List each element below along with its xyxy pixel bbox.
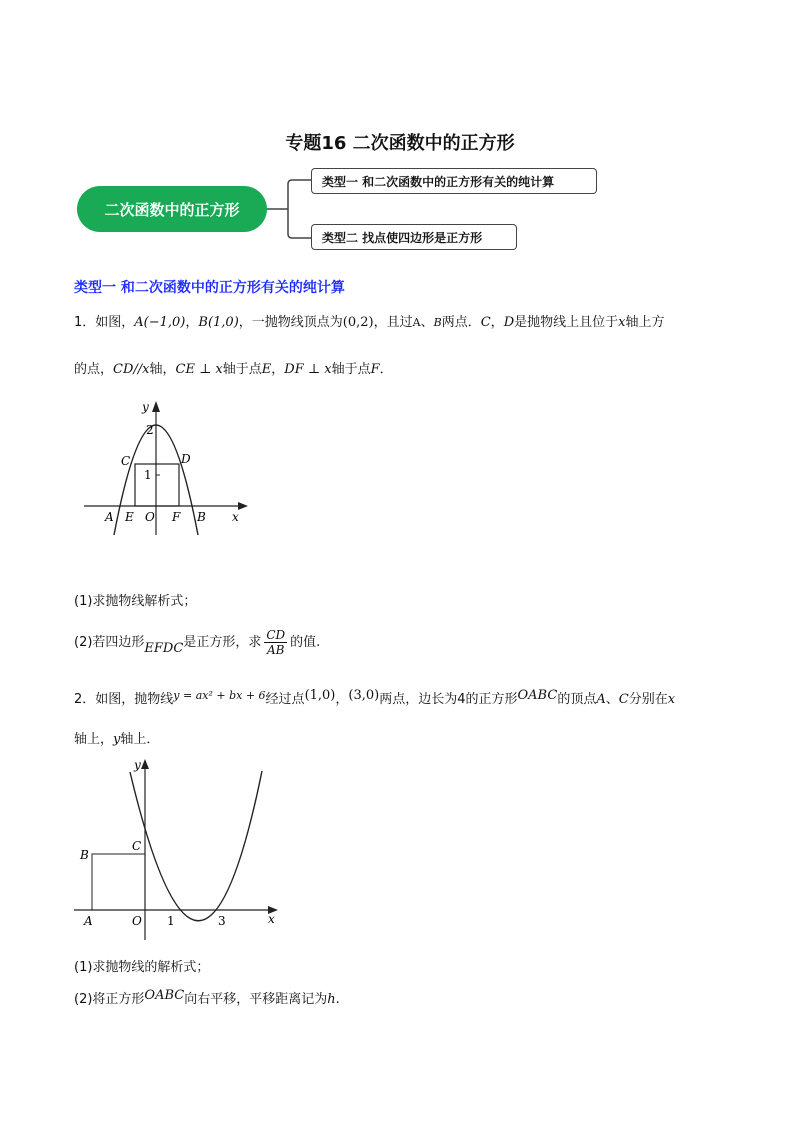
label-c: C <box>618 692 629 707</box>
df-perp: DF ⊥ x <box>284 362 332 377</box>
text: 两点． <box>441 315 481 330</box>
cd-parallel: CD//x <box>113 362 150 377</box>
label-1: 1 <box>144 468 152 482</box>
denominator: AB <box>266 643 285 657</box>
y-arrow <box>141 759 149 769</box>
fraction-cd-ab <box>264 628 287 657</box>
square-efdc <box>135 464 179 506</box>
label-a: A <box>84 914 93 928</box>
ce-perp: CE ⊥ x <box>175 362 223 377</box>
text: ，一抛物线顶点为 <box>238 315 343 330</box>
problem1-question2 <box>74 626 320 666</box>
square-oabc <box>92 854 145 910</box>
problem1-line2 <box>74 360 393 380</box>
text: ，且过 <box>373 315 413 330</box>
problem1-line1 <box>74 313 665 333</box>
text: 是抛物线上且位于 <box>514 315 619 330</box>
text: ， <box>490 315 504 330</box>
mindmap-branch-type2: 类型二 找点使四边形是正方形 <box>311 224 517 250</box>
parabola <box>130 771 262 921</box>
label-a: A <box>596 692 606 707</box>
problem2-question2 <box>74 986 340 1010</box>
label-o: O <box>145 510 155 524</box>
text: 的顶点 <box>557 692 597 707</box>
label-2: 2 <box>146 423 154 437</box>
label-b: B <box>433 316 442 329</box>
label-e: E <box>125 510 134 524</box>
label-x: x <box>667 692 676 707</box>
numerator: CD <box>266 628 286 642</box>
square-oabc: OABC <box>517 688 558 703</box>
text: 2．如图，抛物线 <box>74 692 174 707</box>
vertex: (0,2) <box>342 315 374 330</box>
label-c: C <box>132 839 142 853</box>
label-e: E <box>261 362 272 377</box>
label-b: B <box>197 510 206 524</box>
point-3-0: (3,0) <box>348 688 380 703</box>
figure-2 <box>72 755 292 950</box>
text: 的点， <box>74 362 114 377</box>
text: 轴于点 <box>222 362 262 377</box>
text: 向右平移，平移距离记为 <box>184 992 328 1007</box>
point-b: B(1,0) <box>198 315 239 330</box>
x-arrow <box>238 502 248 510</box>
text: . <box>335 992 340 1007</box>
text: 、 <box>420 315 434 330</box>
text: 是正方形，求 <box>183 635 262 650</box>
label-c: C <box>480 315 491 330</box>
label-y: y <box>134 758 141 772</box>
mindmap-branch-type1: 类型一 和二次函数中的正方形有关的纯计算 <box>311 168 597 194</box>
text: 轴于点 <box>331 362 371 377</box>
point-a: A(−1,0) <box>134 315 186 330</box>
text: 的值. <box>290 635 321 650</box>
parabola-equation: y = ax² + bx + 6 <box>173 689 266 702</box>
text: (2)若四边形 <box>74 635 145 650</box>
text: ， <box>185 315 199 330</box>
label-o: O <box>132 914 142 928</box>
problem2-line2 <box>74 730 159 750</box>
text: ， <box>271 362 285 377</box>
problem2-question1: (1)求抛物线的解析式； <box>74 960 210 975</box>
label-d: D <box>503 315 515 330</box>
text: 轴上． <box>120 732 160 747</box>
text: 经过点 <box>265 692 305 707</box>
point-1-0: (1,0) <box>304 688 336 703</box>
section-heading-type1: 类型一 和二次函数中的正方形有关的纯计算 <box>74 280 345 296</box>
label-f: F <box>172 510 181 524</box>
text: 轴上， <box>74 732 114 747</box>
label-a: A <box>412 316 421 329</box>
text: ． <box>379 362 393 377</box>
text: 分别在 <box>628 692 668 707</box>
label-d: D <box>181 452 191 466</box>
figure-1 <box>70 395 260 545</box>
label-c: C <box>121 454 131 468</box>
text: 1．如图， <box>74 315 135 330</box>
text: 、 <box>605 692 619 707</box>
text: 两点，边长为4的正方形 <box>379 692 518 707</box>
label-x: x <box>268 912 275 926</box>
label-y: y <box>142 400 149 414</box>
label-b: B <box>80 848 89 862</box>
text: 轴， <box>149 362 176 377</box>
label-y: y <box>113 732 121 747</box>
label-a: A <box>105 510 114 524</box>
mindmap-root: 二次函数中的正方形 <box>77 186 267 232</box>
label-x: x <box>618 315 626 330</box>
text: (2)将正方形 <box>74 992 145 1007</box>
label-3: 3 <box>218 914 226 928</box>
problem1-question1: (1)求抛物线解析式； <box>74 594 197 609</box>
text: 轴上方 <box>625 315 665 330</box>
label-x: x <box>232 510 239 524</box>
page-title: 专题16 二次函数中的正方形 <box>285 133 515 154</box>
text: ， <box>335 692 349 707</box>
problem2-line1 <box>74 686 675 710</box>
y-arrow <box>152 401 160 412</box>
label-f: F <box>370 362 380 377</box>
square-oabc: OABC <box>144 988 185 1003</box>
label-h: h <box>327 992 336 1007</box>
label-1: 1 <box>167 914 175 928</box>
mindmap <box>0 0 800 260</box>
quad-efdc: EFDC <box>144 641 184 656</box>
